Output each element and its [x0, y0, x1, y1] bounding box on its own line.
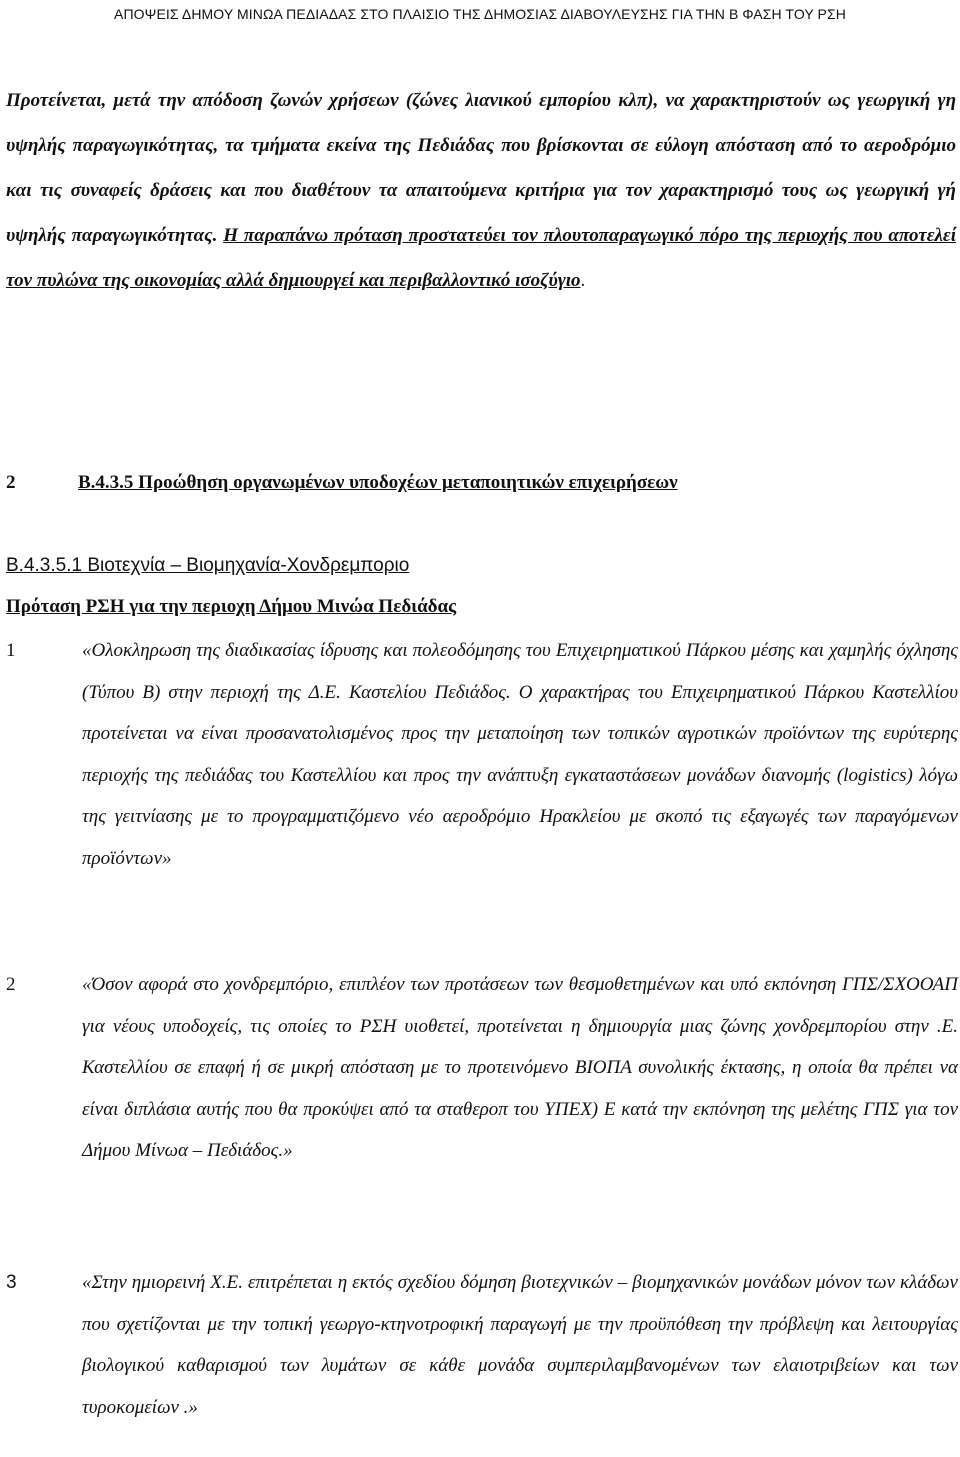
- proposal-title: Πρόταση ΡΣΗ για την περιοχη Δήμου Μινώα Πεδιάδας: [6, 596, 457, 617]
- list-item: [6, 1262, 958, 1428]
- section-title: Β.4.3.5 Προώθηση οργανωμένων υποδοχέων μεταποιητικών επιχειρήσεων: [78, 472, 678, 493]
- list-item: [6, 964, 958, 1172]
- section-heading: [6, 472, 956, 494]
- section-number: 2: [6, 472, 16, 493]
- subsection-heading: [6, 555, 956, 577]
- intro-paragraph: [6, 78, 956, 303]
- list-item-number: 3: [6, 1272, 17, 1293]
- list-item: [6, 630, 958, 879]
- list-item-text: «Ολοκληρωση της διαδικασίας ίδρυσης και πολεοδόμησης του Επιχειρηματικού Πάρκου μέσης και χαμηλής όχλησης (Τύπου Β) στην περιοχή της Δ.Ε. Καστελίου Πεδιάδος. Ο χαρακτήρας του Επιχειρηματικού Πάρκου Καστελλίου προτείνεται να είναι προσανατολισμένος προς την μεταποίηση των τοπικών αγροτικών προϊόντων της ευρύτερης περιοχής της πεδιάδας του Καστελλίου και προς την ανάπτυξη εγκαταστάσεων μονάδων διανομής (logistics) λόγω της γειτνίασης με το προγραμματιζόμενο νέο αεροδρόμιο Ηρακλείου με σκοπό τις εξαγωγές των παραγόμενων προϊόντων»: [82, 640, 958, 869]
- list-item-number: 2: [6, 974, 16, 995]
- document-header: ΑΠΟΨΕΙΣ ΔΗΜΟΥ ΜΙΝΩΑ ΠΕΔΙΑΔΑΣ ΣΤΟ ΠΛΑΙΣΙΟ ΤΗΣ ΔΗΜΟΣΙΑΣ ΔΙΑΒΟΥΛΕΥΣΗΣ ΓΙΑ ΤΗΝ Β ΦΑΣΗ ΤΟΥ ΡΣΗ: [114, 6, 846, 22]
- subsection-title: Β.4.3.5.1 Βιοτεχνία – Βιομηχανία-Χονδρεμποριο: [6, 555, 410, 576]
- intro-period: .: [580, 270, 586, 291]
- list-item-text: «Στην ημιορεινή Χ.Ε. επιτρέπεται η εκτός σχεδίου δόμηση βιοτεχνικών – βιομηχανικών μονάδων μόνον των κλάδων που σχετίζονται με την τοπική γεωργο-κτηνοτροφική παραγωγή με την προϋπόθεση την πρόβλεψη και λειτουργίας βιολογικού καθαρισμού των λυμάτων σε κάθε μονάδα συμπεριλαμβανομένων των ελαιοτριβείων και των τυροκομείων .»: [82, 1272, 958, 1418]
- intro-text-part2: Η παραπάνω πρόταση προστατεύει τον πλουτοπαραγωγικό πόρο της περιοχής που αποτελεί τον πυλώνα της οικονομίας αλλά δημιουργεί και περιβαλλοντικό ισοζύγιο: [6, 225, 956, 291]
- list-item-text: «Όσον αφορά στο χονδρεμπόριο, επιπλέον των προτάσεων των θεσμοθετημένων και υπό εκπόνηση ΓΠΣ/ΣΧΟΟΑΠ για νέους υποδοχείς, τις οποίες το ΡΣΗ υιοθετεί, προτείνεται η δημιουργία μιας ζώνης χονδρεμπορίου στην .Ε. Καστελλίου σε επαφή ή σε μικρή απόσταση με το προτεινόμενο ΒΙΟΠΑ συνολικής έκτασης, η οποία θα πρέπει να είναι διπλάσια αυτής που θα προκύψει από τα σταθεροπ του ΥΠΕΧ) Ε κατά την εκπόνηση της μελέτης ΓΠΣ για τον Δήμου Μίνωα – Πεδιάδος.»: [82, 974, 958, 1161]
- list-item-number: 1: [6, 640, 16, 661]
- intro-text-part1: Προτείνεται, μετά την απόδοση ζωνών χρήσεων (ζώνες λιανικού εμπορίου κλπ), να χαρακτηριστούν ως γεωργική γη υψηλής παραγωγικότητας, τα τμήματα εκείνα της Πεδιάδας που βρίσκονται σε εύλογη απόσταση από το αεροδρόμιο και τις συναφείς δράσεις και που διαθέτουν τα απαιτούμενα κριτήρια για τον χαρακτηρισμό τους ως γεωργική γή υψηλής παραγωγικότητας.: [6, 90, 956, 246]
- proposal-heading: [6, 596, 956, 618]
